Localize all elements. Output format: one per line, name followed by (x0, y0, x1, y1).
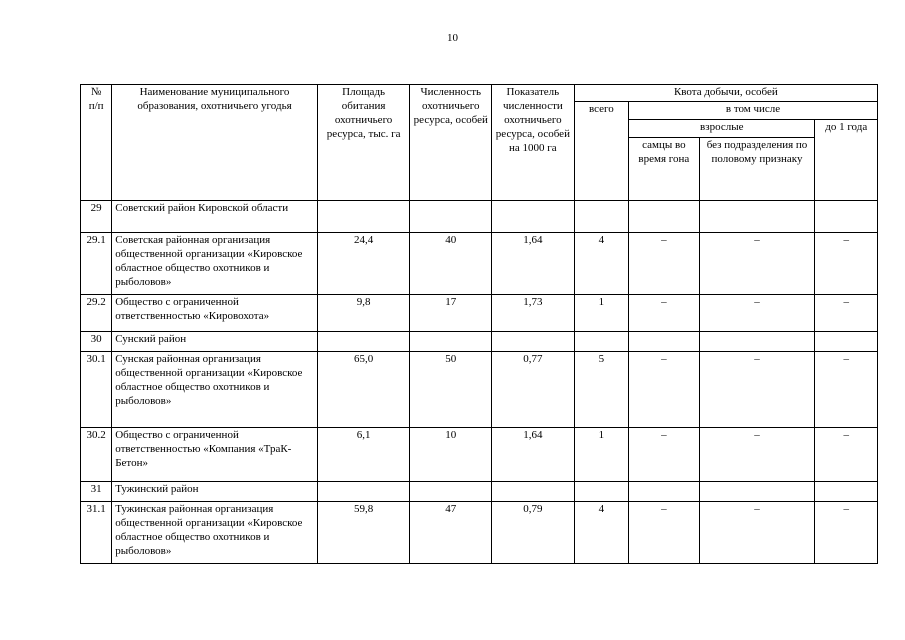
row-index: 29.2 (81, 295, 112, 332)
row-males-rut: – (629, 428, 700, 482)
row-males-rut: – (629, 352, 700, 428)
row-total: 4 (574, 502, 628, 564)
row-name: Тужинская районная организация общественной организации «Кировское областное общество охотников и рыболовов» (112, 502, 318, 564)
row-count (410, 482, 492, 502)
row-density: 0,79 (492, 502, 575, 564)
row-area: 59,8 (317, 502, 410, 564)
row-total (574, 332, 628, 352)
row-density (492, 332, 575, 352)
row-males-rut: – (629, 502, 700, 564)
row-under1 (815, 482, 878, 502)
table-row (81, 428, 878, 482)
row-density (492, 201, 575, 233)
table-row (81, 201, 878, 233)
row-no-sex (699, 332, 815, 352)
row-name: Общество с ограниченной ответственностью «Кировохота» (112, 295, 318, 332)
row-no-sex (699, 482, 815, 502)
row-index: 31 (81, 482, 112, 502)
row-total: 1 (574, 428, 628, 482)
row-name: Советский район Кировской области (112, 201, 318, 233)
row-under1 (815, 201, 878, 233)
table-row (81, 502, 878, 564)
row-no-sex: – (699, 295, 815, 332)
row-index: 30.2 (81, 428, 112, 482)
row-males-rut (629, 482, 700, 502)
row-under1: – (815, 295, 878, 332)
row-area: 6,1 (317, 428, 410, 482)
table-row (81, 233, 878, 295)
row-name: Сунский район (112, 332, 318, 352)
row-count: 40 (410, 233, 492, 295)
row-index: 30.1 (81, 352, 112, 428)
row-index: 29.1 (81, 233, 112, 295)
row-no-sex: – (699, 502, 815, 564)
header-total: всего (574, 102, 628, 201)
header-under1: до 1 года (815, 120, 878, 201)
row-name: Общество с ограниченной ответственностью «Компания «ТраК-Бетон» (112, 428, 318, 482)
row-area: 65,0 (317, 352, 410, 428)
row-index: 31.1 (81, 502, 112, 564)
header-name: Наименование муниципального образования, охотничьего угодья (112, 85, 318, 201)
header-no-sex: без подразделения по половому признаку (699, 138, 815, 201)
header-quota: Квота добычи, особей (574, 85, 877, 102)
row-density: 0,77 (492, 352, 575, 428)
header-density: Показатель численности охотничьего ресурса, особей на 1000 га (492, 85, 575, 201)
row-count: 47 (410, 502, 492, 564)
row-count (410, 332, 492, 352)
row-males-rut (629, 332, 700, 352)
row-count: 50 (410, 352, 492, 428)
row-males-rut (629, 201, 700, 233)
row-area (317, 482, 410, 502)
row-under1: – (815, 352, 878, 428)
header-area: Площадь обитания охотничьего ресурса, тыс. га (317, 85, 410, 201)
row-area (317, 201, 410, 233)
row-no-sex: – (699, 233, 815, 295)
header-males-rut: самцы во время гона (629, 138, 700, 201)
row-total: 5 (574, 352, 628, 428)
header-adults: взрослые (629, 120, 815, 138)
row-total: 1 (574, 295, 628, 332)
row-area: 24,4 (317, 233, 410, 295)
header-count: Численность охотничьего ресурса, особей (410, 85, 492, 201)
header-including: в том числе (629, 102, 878, 120)
row-total (574, 482, 628, 502)
table-row (81, 295, 878, 332)
row-name: Тужинский район (112, 482, 318, 502)
row-count: 17 (410, 295, 492, 332)
row-males-rut: – (629, 295, 700, 332)
row-area (317, 332, 410, 352)
row-no-sex: – (699, 352, 815, 428)
row-area: 9,8 (317, 295, 410, 332)
row-under1: – (815, 233, 878, 295)
row-index: 29 (81, 201, 112, 233)
row-males-rut: – (629, 233, 700, 295)
row-no-sex (699, 201, 815, 233)
row-count (410, 201, 492, 233)
row-count: 10 (410, 428, 492, 482)
row-index: 30 (81, 332, 112, 352)
row-density: 1,73 (492, 295, 575, 332)
table-row (81, 332, 878, 352)
row-name: Советская районная организация общественной организации «Кировское областное общество охотников и рыболовов» (112, 233, 318, 295)
quota-table (80, 84, 878, 564)
table-row (81, 352, 878, 428)
row-density: 1,64 (492, 428, 575, 482)
row-density (492, 482, 575, 502)
row-no-sex: – (699, 428, 815, 482)
header-num: № п/п (81, 85, 112, 201)
row-name: Сунская районная организация общественной организации «Кировское областное общество охотников и рыболовов» (112, 352, 318, 428)
row-under1: – (815, 502, 878, 564)
page-number: 10 (447, 32, 458, 44)
row-under1: – (815, 428, 878, 482)
row-density: 1,64 (492, 233, 575, 295)
row-total (574, 201, 628, 233)
row-total: 4 (574, 233, 628, 295)
table-row (81, 482, 878, 502)
row-under1 (815, 332, 878, 352)
